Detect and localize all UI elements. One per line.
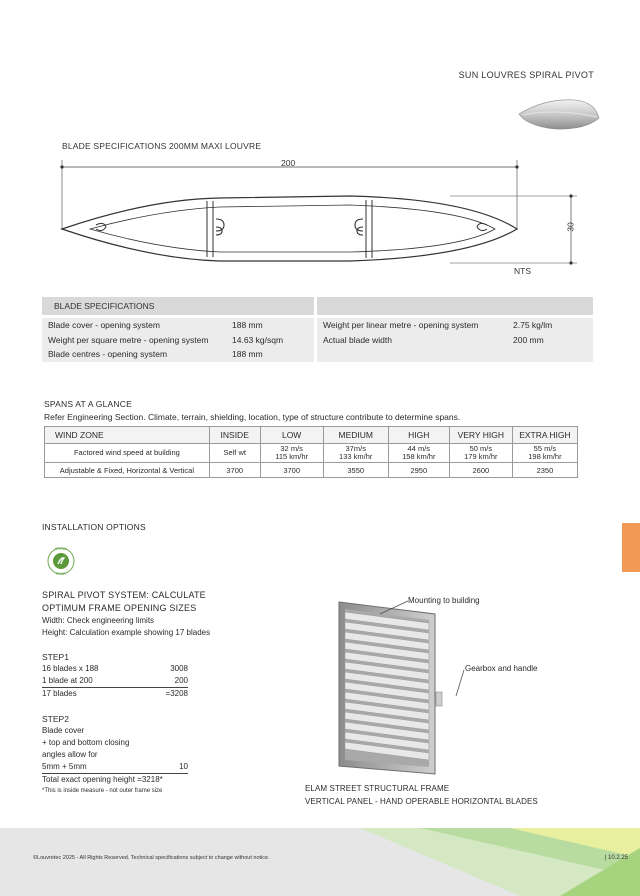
blade-spec-table	[42, 297, 593, 362]
spans-cell	[388, 444, 449, 463]
section-tab-marker	[622, 523, 640, 572]
installation-title: INSTALLATION OPTIONS	[42, 522, 146, 532]
step2-line: Blade cover	[42, 726, 85, 735]
footer-graphic	[360, 828, 640, 896]
spans-cell	[449, 444, 512, 463]
speed-ms: 32 m/s	[280, 444, 303, 453]
step1-value: 3008	[170, 664, 188, 673]
calc-title-line1: SPIRAL PIVOT SYSTEM: CALCULATE	[42, 590, 206, 600]
step2-footnote: *This is inside measure - not outer frame size	[42, 788, 163, 794]
step1-label: 1 blade at 200	[42, 676, 93, 685]
step2-line: + top and bottom closing	[42, 738, 130, 747]
spec-value: 188 mm	[232, 320, 263, 330]
blade-height-dimension: 30	[565, 222, 576, 232]
spans-cell: Self wt	[209, 444, 260, 463]
step1-block	[42, 651, 188, 700]
spec-row	[42, 333, 593, 348]
spans-cell: 3550	[323, 463, 388, 478]
illustration-caption-2: VERTICAL PANEL - HAND OPERABLE HORIZONTAL BLADES	[305, 797, 538, 806]
spans-table	[44, 426, 578, 478]
logo-text-bottom: PIVOT	[55, 572, 67, 576]
spans-header: VERY HIGH	[449, 427, 512, 444]
spans-cell: 2600	[449, 463, 512, 478]
speed-kmh: 198 km/hr	[528, 452, 562, 461]
step1-label: 17 blades	[42, 689, 77, 698]
calc-title-line2: OPTIMUM FRAME OPENING SIZES	[42, 603, 197, 613]
document-header-title: SUN LOUVRES SPIRAL PIVOT	[458, 70, 594, 80]
blade-width-dimension: 200	[281, 158, 296, 168]
spec-value: 188 mm	[232, 349, 263, 359]
scale-note: NTS	[514, 266, 531, 276]
speed-kmh: 133 km/hr	[339, 452, 373, 461]
spans-cell	[512, 444, 577, 463]
spec-value: 14.63 kg/sqm	[232, 334, 284, 345]
spans-title: SPANS AT A GLANCE	[44, 399, 132, 409]
spec-label: Weight per linear metre - opening system	[323, 320, 479, 330]
spans-cell: 2350	[512, 463, 577, 478]
blade-product-image	[515, 96, 601, 134]
step2-title: STEP2	[42, 714, 69, 724]
spans-header: HIGH	[388, 427, 449, 444]
spec-value: 200 mm	[513, 334, 544, 345]
spec-label: Weight per square metre - opening system	[48, 334, 209, 345]
spec-value: 2.75 kg/lm	[513, 320, 553, 330]
step1-label: 16 blades x 188	[42, 664, 99, 673]
speed-kmh: 179 km/hr	[464, 452, 498, 461]
step2-block	[42, 713, 188, 796]
spans-header-row	[45, 427, 578, 444]
label-mounting: Mounting to building	[408, 596, 480, 605]
spans-header: INSIDE	[209, 427, 260, 444]
step2-value: 10	[179, 762, 188, 771]
speed-kmh: 158 km/hr	[402, 452, 436, 461]
footer-copyright: ©Louvretec 2025 - All Rights Reserved. Technical specifications subject to change without notice.	[33, 855, 270, 861]
footer-date: | 10.2.25	[604, 855, 628, 861]
spec-row	[42, 318, 593, 333]
logo-text-top: SPIRAL	[54, 547, 68, 551]
speed-ms: 50 m/s	[469, 444, 493, 453]
blade-spec-heading: BLADE SPECIFICATIONS	[42, 297, 314, 315]
spans-header: MEDIUM	[323, 427, 388, 444]
height-note: Height: Calculation example showing 17 blades	[42, 628, 211, 637]
spec-row	[42, 347, 593, 362]
speed-ms: 37m/s	[345, 444, 366, 453]
speed-ms: 44 m/s	[407, 444, 431, 453]
callout-lines	[380, 596, 520, 706]
spans-header: LOW	[260, 427, 323, 444]
step1-value: 200	[174, 676, 188, 685]
spec-label: Blade centres - opening system	[48, 349, 168, 359]
step2-total: Total exact opening height =3218*	[42, 775, 163, 784]
width-note: Width: Check engineering limits	[42, 616, 155, 625]
spans-cell	[260, 444, 323, 463]
spans-note: Refer Engineering Section. Climate, terrain, shielding, location, type of structure contribute to determine spans.	[44, 412, 461, 422]
speed-kmh: 115 km/hr	[275, 452, 309, 461]
spans-header: EXTRA HIGH	[512, 427, 577, 444]
blade-spec-heading-blank	[317, 297, 593, 315]
blade-profile-drawing	[50, 155, 590, 280]
spans-row-spans	[45, 463, 578, 478]
spiral-pivot-logo	[46, 542, 76, 580]
speed-ms: 55 m/s	[533, 444, 557, 453]
step2-line: angles allow for	[42, 750, 98, 759]
spans-cell: 3700	[209, 463, 260, 478]
spans-cell: 2950	[388, 463, 449, 478]
spans-row-label: Adjustable & Fixed, Horizontal & Vertical	[45, 463, 210, 478]
spans-row-label: Factored wind speed at building	[45, 444, 210, 463]
label-gearbox: Gearbox and handle	[465, 664, 538, 673]
spans-row-wind-speed	[45, 444, 578, 463]
spans-cell: 3700	[260, 463, 323, 478]
spans-cell	[323, 444, 388, 463]
step1-value: =3208	[165, 689, 188, 698]
spans-header: WIND ZONE	[45, 427, 210, 444]
illustration-caption-1: ELAM STREET STRUCTURAL FRAME	[305, 784, 450, 793]
step1-title: STEP1	[42, 652, 69, 662]
spec-label: Actual blade width	[323, 334, 392, 345]
blade-section-title: BLADE SPECIFICATIONS 200MM MAXI LOUVRE	[62, 141, 262, 151]
spec-label: Blade cover - opening system	[48, 320, 160, 330]
step2-label: 5mm + 5mm	[42, 762, 87, 771]
